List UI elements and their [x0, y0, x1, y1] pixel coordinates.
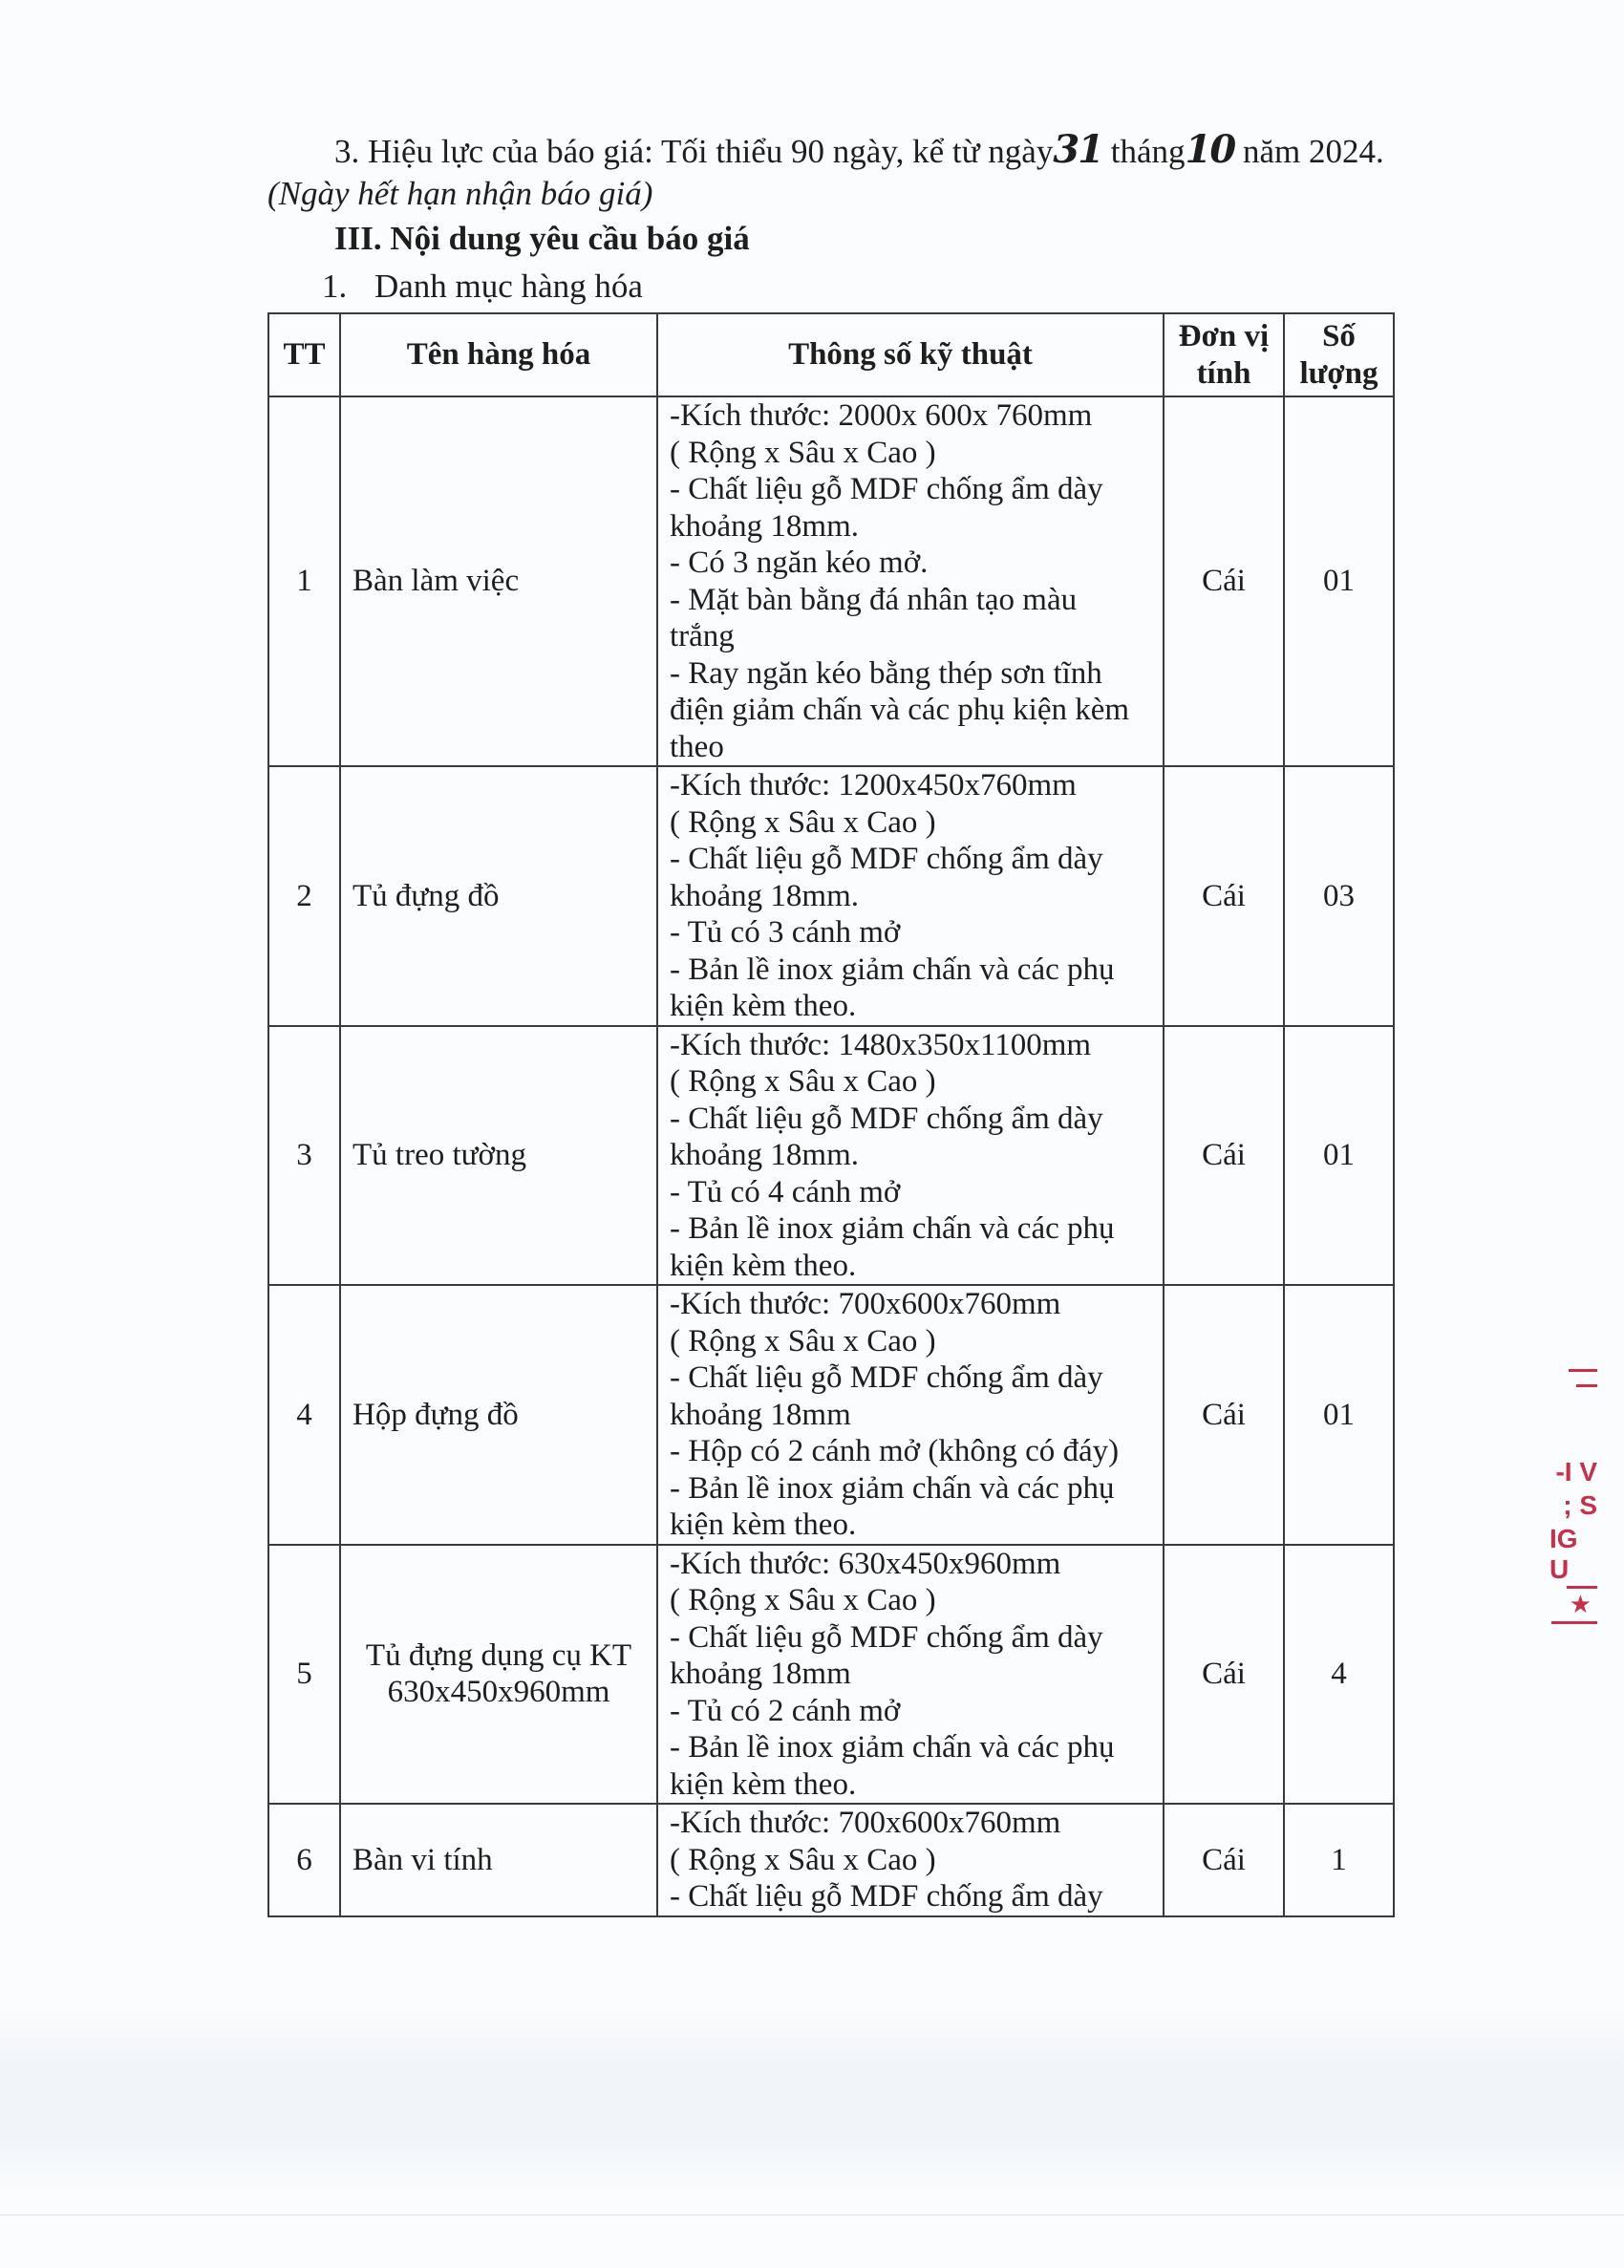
goods-table: [267, 312, 1395, 1917]
spec-line: khoảng 18mm.: [670, 878, 859, 913]
spec-line: ( Rộng x Sâu x Cao ): [670, 1064, 936, 1099]
validity-prefix: 3. Hiệu lực của báo giá: Tối thiểu 90 ngày, kể từ ngày: [334, 133, 1054, 170]
stamp-mark: [1576, 1384, 1597, 1387]
row-name: Tủ đựng đồ: [340, 766, 657, 1026]
spec-line: khoảng 18mm.: [670, 1138, 859, 1172]
stamp-mark: [1567, 1586, 1597, 1589]
table-row: [268, 766, 1394, 1026]
row-tt: 3: [268, 1026, 340, 1286]
row-tt: 5: [268, 1545, 340, 1805]
spec-line: ( Rộng x Sâu x Cao ): [670, 1323, 936, 1359]
scan-shadow: [0, 2006, 1624, 2197]
validity-month-word: tháng: [1102, 133, 1186, 170]
row-tt: 2: [268, 766, 340, 1026]
spec-line: -Kích thước: 630x450x960mm: [670, 1546, 1061, 1581]
spec-line: khoảng 18mm: [670, 1397, 851, 1432]
row-spec: [657, 1545, 1164, 1805]
spec-line: - Bản lề inox giảm chấn và các phụ: [670, 1470, 1115, 1506]
spec-line: - Bản lề inox giảm chấn và các phụ: [670, 1211, 1115, 1246]
header-unit: [1164, 313, 1284, 396]
subsection-title: Danh mục hàng hóa: [374, 267, 643, 305]
spec-line: -Kích thước: 1200x450x760mm: [670, 768, 1077, 802]
row-spec: [657, 1026, 1164, 1286]
header-qty: [1284, 313, 1394, 396]
row-unit: Cái: [1164, 766, 1284, 1026]
table-row: [268, 1545, 1394, 1805]
row-name-line2: 630x450x960mm: [387, 1675, 610, 1710]
spec-line: - Hộp có 2 cánh mở (không có đáy): [670, 1434, 1120, 1468]
spec-line: kiện kèm theo.: [670, 1766, 857, 1802]
spec-line: -Kích thước: 700x600x760mm: [670, 1287, 1061, 1321]
row-qty: 03: [1284, 766, 1394, 1026]
row-name: Bàn làm việc: [340, 396, 657, 766]
spec-line: -Kích thước: 700x600x760mm: [670, 1806, 1061, 1840]
validity-suffix: năm 2024.: [1234, 133, 1384, 170]
stamp-text: IG U: [1549, 1524, 1578, 1584]
row-name-line1: Tủ đựng dụng cụ KT: [365, 1637, 632, 1673]
table-row: [268, 1026, 1394, 1286]
row-unit: Cái: [1164, 1545, 1284, 1805]
header-unit-line1: Đơn vị: [1178, 319, 1270, 353]
subsection-heading: [322, 267, 643, 306]
expiry-note: (Ngày hết hạn nhận báo giá): [267, 175, 653, 212]
spec-line: - Chất liệu gỗ MDF chống ẩm dày: [670, 842, 1103, 876]
row-name: Hộp đựng đồ: [340, 1285, 657, 1545]
spec-line: -Kích thước: 2000x 600x 760mm: [670, 398, 1093, 433]
row-qty: 1: [1284, 1804, 1394, 1916]
spec-line: -Kích thước: 1480x350x1100mm: [670, 1027, 1092, 1062]
row-unit: Cái: [1164, 1026, 1284, 1286]
spec-line: kiện kèm theo.: [670, 989, 857, 1023]
row-qty: 01: [1284, 1285, 1394, 1545]
row-name: Tủ treo tường: [340, 1026, 657, 1286]
spec-line: điện giảm chấn và các phụ kiện kèm: [670, 693, 1130, 727]
seal-stamp-fragment: [1549, 1361, 1597, 1638]
stamp-mark: [1569, 1369, 1597, 1372]
spec-line: trắng: [670, 619, 735, 653]
row-qty: 01: [1284, 1026, 1394, 1286]
spec-line: - Có 3 ngăn kéo mở.: [670, 546, 929, 580]
row-spec: [657, 1285, 1164, 1545]
row-name: Bàn vi tính: [340, 1804, 657, 1916]
table-header-row: [268, 313, 1394, 396]
row-unit: Cái: [1164, 396, 1284, 766]
header-qty-line1: Số: [1322, 319, 1356, 353]
spec-line: - Ray ngăn kéo bằng thép sơn tĩnh: [670, 655, 1102, 691]
spec-line: - Bản lề inox giảm chấn và các phụ: [670, 952, 1115, 987]
header-qty-line2: lượng: [1299, 355, 1378, 391]
stamp-text: ; S: [1563, 1490, 1597, 1520]
header-unit-line2: tính: [1196, 355, 1251, 391]
handwritten-month: 10: [1185, 127, 1235, 172]
header-name: Tên hàng hóa: [340, 313, 657, 396]
spec-line: khoảng 18mm.: [670, 508, 859, 544]
header-spec: Thông số kỹ thuật: [657, 313, 1164, 396]
row-unit: Cái: [1164, 1285, 1284, 1545]
spec-line: ( Rộng x Sâu x Cao ): [670, 1583, 936, 1617]
table-row: [268, 1285, 1394, 1545]
row-name: [340, 1545, 657, 1805]
spec-line: - Bản lề inox giảm chấn và các phụ: [670, 1730, 1115, 1765]
spec-line: kiện kèm theo.: [670, 1508, 857, 1542]
spec-line: ( Rộng x Sâu x Cao ): [670, 435, 936, 470]
spec-line: - Chất liệu gỗ MDF chống ẩm dày: [670, 1101, 1103, 1136]
spec-line: - Tủ có 3 cánh mở: [670, 915, 901, 950]
spec-line: - Chất liệu gỗ MDF chống ẩm dày: [670, 1360, 1103, 1395]
row-tt: 1: [268, 396, 340, 766]
row-unit: Cái: [1164, 1804, 1284, 1916]
spec-line: - Chất liệu gỗ MDF chống ẩm dày: [670, 472, 1103, 506]
stamp-mark: [1551, 1621, 1597, 1624]
header-tt: TT: [268, 313, 340, 396]
star-icon: ★: [1569, 1591, 1592, 1618]
spec-line: ( Rộng x Sâu x Cao ): [670, 804, 936, 840]
spec-line: kiện kèm theo.: [670, 1248, 857, 1283]
spec-line: - Chất liệu gỗ MDF chống ẩm dày: [670, 1619, 1103, 1655]
stamp-text: -I V: [1555, 1457, 1597, 1487]
spec-line: - Mặt bàn bằng đá nhân tạo màu: [670, 582, 1078, 617]
spec-line: khoảng 18mm: [670, 1657, 851, 1691]
spec-line: - Chất liệu gỗ MDF chống ẩm dày: [670, 1879, 1103, 1914]
table-row: [268, 396, 1394, 766]
subsection-number: 1.: [322, 267, 348, 305]
row-qty: 4: [1284, 1545, 1394, 1805]
handwritten-day: 31: [1053, 127, 1103, 172]
spec-line: theo: [670, 729, 724, 764]
quote-validity-line: [334, 127, 1384, 172]
section-title: III. Nội dung yêu cầu báo giá: [334, 220, 750, 257]
row-qty: 01: [1284, 396, 1394, 766]
row-tt: 4: [268, 1285, 340, 1545]
spec-line: - Tủ có 4 cánh mở: [670, 1174, 901, 1209]
row-spec: [657, 396, 1164, 766]
spec-line: - Tủ có 2 cánh mở: [670, 1693, 901, 1728]
spec-line: ( Rộng x Sâu x Cao ): [670, 1842, 936, 1877]
row-spec: [657, 1804, 1164, 1916]
row-tt: 6: [268, 1804, 340, 1916]
table-row: [268, 1804, 1394, 1916]
row-spec: [657, 766, 1164, 1026]
